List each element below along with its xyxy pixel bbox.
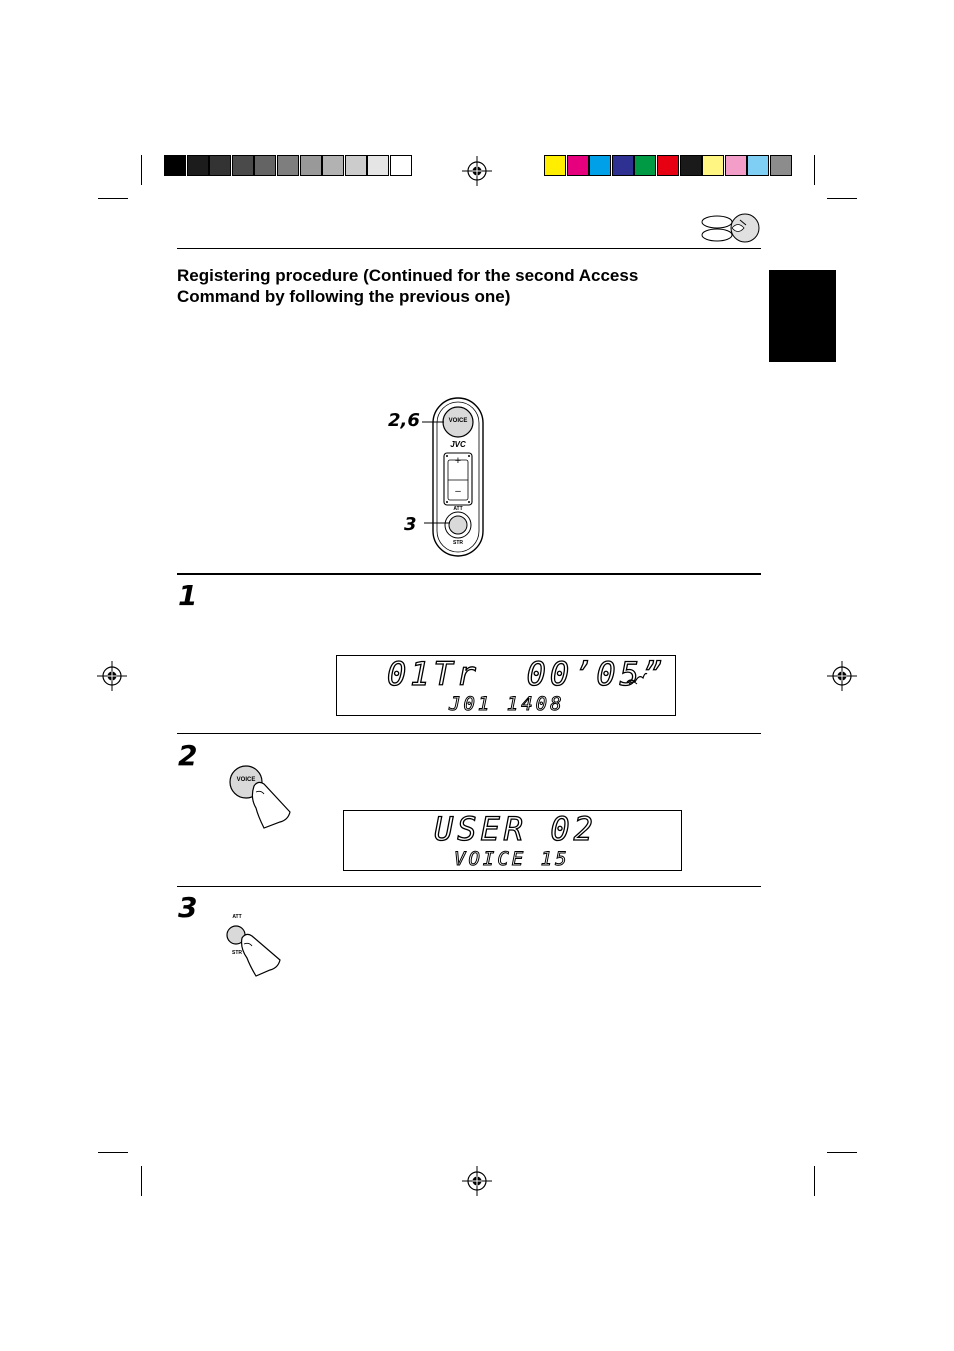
step-number: 1 bbox=[178, 579, 198, 612]
color-swatch bbox=[680, 155, 702, 176]
color-swatch bbox=[725, 155, 747, 176]
color-swatch bbox=[612, 155, 634, 176]
step-rule bbox=[177, 573, 761, 575]
crop-mark bbox=[141, 1166, 142, 1196]
color-swatch bbox=[209, 155, 231, 176]
cd-changer-icon bbox=[700, 211, 762, 245]
att-label: ATT bbox=[232, 914, 242, 920]
volume-minus-label: – bbox=[455, 486, 461, 497]
registration-target-icon bbox=[97, 661, 127, 691]
crop-mark bbox=[814, 1166, 815, 1196]
crop-mark bbox=[827, 1152, 857, 1153]
section-heading bbox=[177, 265, 737, 307]
sound-indicator-icon bbox=[625, 668, 649, 686]
callout-voice-steps: 2,6 bbox=[388, 410, 420, 431]
str-label: STR bbox=[453, 540, 463, 546]
heading-line: Registering procedure (Continued for the second Access bbox=[177, 266, 639, 285]
callout-leader-lines bbox=[420, 415, 460, 535]
color-swatch bbox=[300, 155, 322, 176]
section-tab bbox=[769, 270, 836, 362]
step-number: 3 bbox=[178, 891, 198, 924]
crop-mark bbox=[98, 198, 128, 199]
registration-target-icon bbox=[827, 661, 857, 691]
color-swatch bbox=[345, 155, 367, 176]
finger-press-voice-icon bbox=[228, 764, 294, 832]
voice-button-label: VOICE bbox=[236, 777, 256, 783]
color-swatch bbox=[770, 155, 792, 176]
step-rule bbox=[177, 886, 761, 887]
color-swatch bbox=[747, 155, 769, 176]
crop-mark bbox=[814, 155, 815, 185]
voice-button-label: VOICE bbox=[448, 418, 468, 424]
color-swatch bbox=[277, 155, 299, 176]
color-swatch bbox=[322, 155, 344, 176]
att-label: ATT bbox=[453, 506, 463, 512]
step-number: 2 bbox=[178, 739, 198, 772]
crop-mark bbox=[141, 155, 142, 185]
volume-plus-label: + bbox=[454, 455, 462, 467]
heading-line: Command by following the previous one) bbox=[177, 287, 511, 306]
brand-logo: JVC bbox=[450, 440, 466, 449]
color-swatch bbox=[254, 155, 276, 176]
crop-mark bbox=[98, 1152, 128, 1153]
lcd-display bbox=[336, 655, 676, 716]
registration-target-icon bbox=[462, 156, 492, 186]
color-swatch bbox=[544, 155, 566, 176]
color-swatch bbox=[187, 155, 209, 176]
registration-target-icon bbox=[462, 1166, 492, 1196]
color-swatch bbox=[164, 155, 186, 176]
lcd-sub-text: VOICE 15 bbox=[454, 848, 570, 870]
color-swatch bbox=[567, 155, 589, 176]
lcd-main-text: 01Tr 00’05” bbox=[387, 655, 667, 693]
step-rule bbox=[177, 733, 761, 734]
lcd-display bbox=[343, 810, 682, 871]
color-swatch bbox=[702, 155, 724, 176]
str-label: STR bbox=[232, 950, 242, 956]
header-rule bbox=[177, 248, 761, 249]
color-swatch bbox=[367, 155, 389, 176]
color-swatch bbox=[589, 155, 611, 176]
color-swatch bbox=[390, 155, 412, 176]
color-swatch bbox=[634, 155, 656, 176]
color-swatch bbox=[232, 155, 254, 176]
color-swatch bbox=[657, 155, 679, 176]
callout-att-step: 3 bbox=[404, 514, 417, 535]
lcd-sub-text: J01 1408 bbox=[449, 693, 565, 715]
crop-mark bbox=[827, 198, 857, 199]
lcd-main-text: USER 02 bbox=[434, 810, 597, 848]
